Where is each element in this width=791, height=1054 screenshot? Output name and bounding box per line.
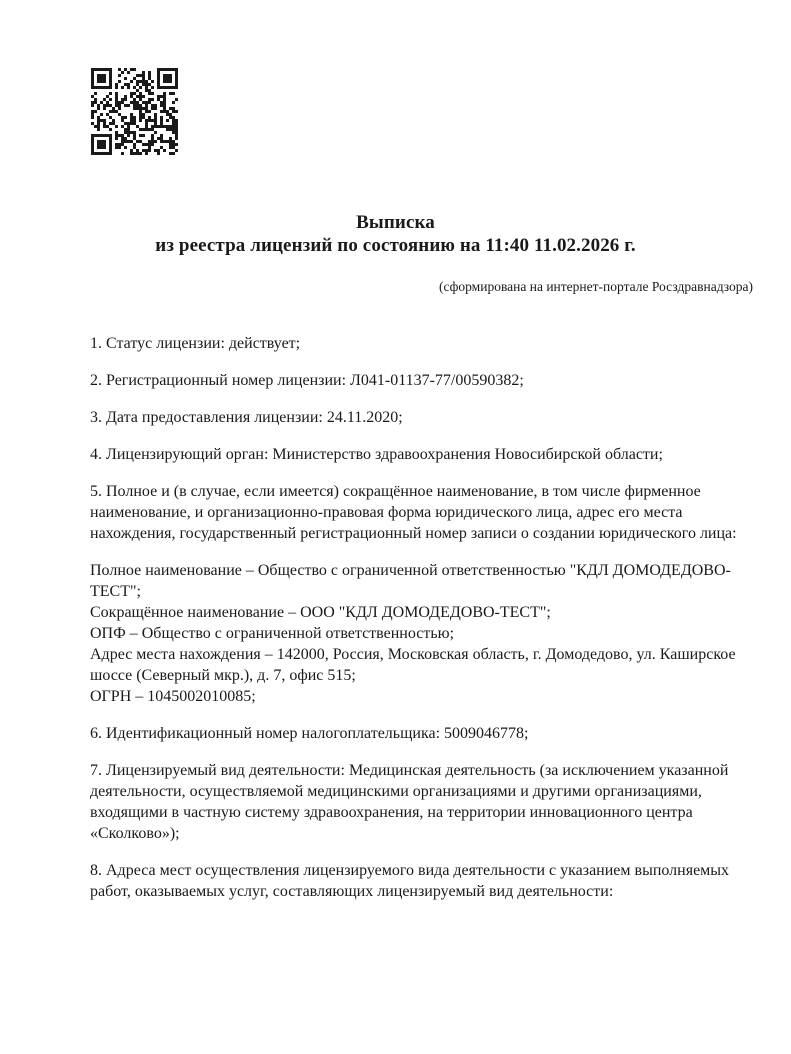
document-body: [0, 333, 791, 902]
registration-number-line: 2. Регистрационный номер лицензии: Л041-01137-77/00590382;: [90, 372, 524, 389]
entity-legal-form-line: ОПФ – Общество с ограниченной ответственностью;: [90, 625, 455, 642]
document-title-line2: из реестра лицензий по состоянию на 11:40 11.02.2026 г.: [155, 235, 636, 256]
license-status-line: 1. Статус лицензии: действует;: [90, 335, 301, 352]
entity-details-block: [90, 560, 753, 707]
entity-full-name-line: Полное наименование – Общество с ограниченной ответственностью "КДЛ ДОМОДЕДОВО-ТЕСТ";: [90, 562, 731, 600]
licensing-authority-line: 4. Лицензирующий орган: Министерство здравоохранения Новосибирской области;: [90, 446, 663, 463]
entity-address-line: Адрес места нахождения – 142000, Россия, Московская область, г. Домодедово, ул. Каширское шоссе (Северный мкр.), д. 7, офис 515;: [90, 646, 736, 684]
formed-note: (сформирована на интернет-портале Росздравнадзора): [438, 279, 753, 294]
grant-date-line: 3. Дата предоставления лицензии: 24.11.2020;: [90, 409, 403, 426]
qr-code: [91, 68, 178, 155]
taxpayer-number-line: 6. Идентификационный номер налогоплательщика: 5009046778;: [90, 725, 529, 742]
entity-info-heading: 5. Полное и (в случае, если имеется) сокращённое наименование, в том числе фирменное наименование, и организационно-правовая форма юридического лица, адрес его места нахождения, государственный регистрационный номер записи о создании юридического лица:: [90, 483, 737, 542]
activity-addresses-heading: 8. Адреса мест осуществления лицензируемого вида деятельности с указанием выполняемых работ, оказываемых услуг, составляющих лицензируемый вид деятельности:: [90, 862, 730, 900]
entity-short-name-line: Сокращённое наименование – ООО "КДЛ ДОМОДЕДОВО-ТЕСТ";: [90, 604, 551, 621]
licensed-activity-line: 7. Лицензируемый вид деятельности: Медицинская деятельность (за исключением указанной деятельности, осуществляемой медицинскими организациями и другими организациями, входящими в частную систему здравоохранения, на территории инновационного центра «Сколково»);: [90, 762, 729, 842]
entity-ogrn-line: ОГРН – 1045002010085;: [90, 688, 256, 705]
document-title-line1: Выписка: [356, 212, 435, 233]
